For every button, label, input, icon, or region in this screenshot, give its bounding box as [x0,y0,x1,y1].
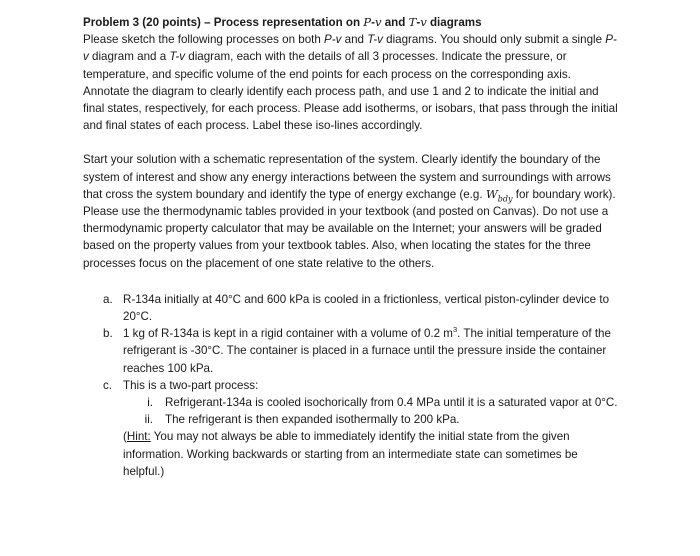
hint-paragraph [123,428,618,480]
item-b-text-a: 1 kg of R-134a is kept in a rigid container with a volume of 0.2 m [123,327,453,341]
boundary-work-subscript: bdy [497,194,513,204]
p1-tv: T-v [367,33,383,47]
p1-text-a: Please sketch the following processes on both [83,33,325,47]
hint-label: Hint: [126,430,151,444]
list-item-c [103,377,618,480]
p1-text-b: and [341,33,368,47]
item-b-text-b: . The initial temperature of the refrigerant is -30°C. The container is placed in a furnace until the pressure inside the container reaches 100 kPa. [123,327,611,375]
item-c-i-text: Refrigerant-134a is cooled isochorically from 0.4 MPa until it is a saturated vapor at 0°C. [165,396,618,410]
title-and: and [381,16,409,29]
list-item-c-i [135,394,618,411]
p1-pv: P-v [324,33,342,47]
title-dash: - [371,16,375,29]
hint-text: You may not always be able to immediately identify the initial state from the given information. Working backwards or starting from an intermediate state can sometimes be helpful.) [123,430,578,478]
list-item-b [103,325,618,377]
p1-text-e: diagram, each with the details of all 3 processes. Indicate the pressure, or temperature, and specific volume of the end points for each process on the corresponding axis. Annotate the diagram to clearly identify each process path, and use 1 and 2 to indicate the initial and final states, respectively, for each process. Please add isotherms, or isobars, that pass through the initial and final states of each process. Label these iso-lines accordingly. [83,50,618,133]
title-dash-2: - [416,16,421,29]
item-b-text [123,325,618,377]
hint-open: ( [123,430,127,444]
item-c-text: This is a two-part process: [123,378,259,392]
item-c-i-marker: i. [147,396,153,410]
list-item-a [103,291,618,325]
schematic-paragraph [83,151,618,271]
title-symbol-t: T [408,15,417,29]
item-c-ii-text: The refrigerant is then expanded isothermally to 200 kPa. [165,413,460,427]
item-a-marker: a. [103,292,113,306]
p1-text-d: diagram and a [88,50,170,64]
item-c-marker: c. [103,378,113,392]
item-b-superscript: 3 [452,325,458,335]
item-c-body [123,377,618,480]
title-prefix: Problem 3 (20 points) – Process representation on [83,16,364,29]
process-list [103,291,618,480]
list-item-c-ii [135,411,618,428]
title-symbol-v-2: v [420,15,427,29]
item-c-ii-marker: ii. [144,413,153,427]
p2-text-a: Start your solution with a schematic representation of the system. Clearly identify the boundary of the system of interest and show any energy interactions between the system and surroundings with arrows that cross the system boundary and identify the type of energy exchange (e.g. [83,153,611,201]
p1-text-c: diagrams. You should only submit a single [382,33,606,47]
boundary-work-symbol: W [485,186,498,201]
title-symbol-v: v [374,15,382,29]
problem-title [83,14,618,31]
item-b-marker: b. [103,327,113,341]
item-a-text: R-134a initially at 40°C and 600 kPa is cooled in a frictionless, vertical piston-cylinder device to 20°C. [123,292,610,324]
problem-document [83,14,618,480]
p2-text-b: for boundary work). Please use the thermodynamic tables provided in your textbook (and posted on Canvas). Do not use a thermodynamic property calculator that may be available on the Internet; your answers will be graded based on the property values from your textbook tables. Also, when locating the states for the three processes focus on the placement of one state relative to the others. [83,187,616,270]
p1-pv-2: P-v [83,33,617,64]
title-suffix: diagrams [426,16,482,29]
instructions-paragraph [83,31,618,134]
title-symbol-p: P [363,15,372,29]
p1-tv-2: T-v [169,50,186,64]
